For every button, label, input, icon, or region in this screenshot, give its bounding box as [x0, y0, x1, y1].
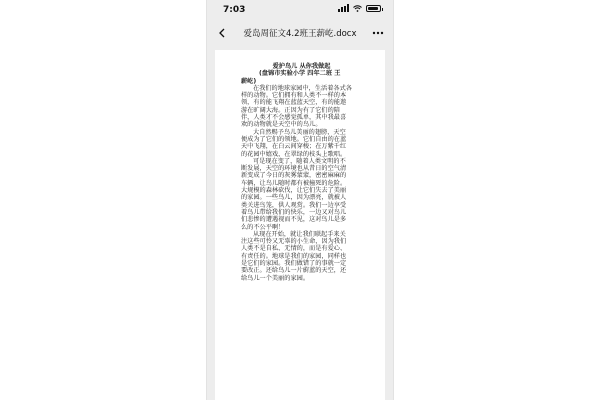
paragraph-line: 伴，人类才不会感觉孤单，其中我最喜	[241, 114, 347, 122]
document-title: 爱护鸟儿 从你我做起	[272, 63, 331, 70]
battery-icon	[366, 5, 381, 12]
paragraph-line: 车辆，让鸟儿随时都有被撞死的危险。	[241, 179, 347, 187]
paragraph-line: 着鸟儿带给我们的快乐，一边又对鸟儿	[241, 208, 347, 216]
status-bar	[207, 0, 393, 18]
paragraph-line: 游在旷阔大海。正因为有了它们的陪	[241, 106, 340, 114]
phone-screen	[207, 0, 393, 400]
status-time: 7:03	[223, 5, 246, 15]
subtitle-line: (盘锦市实验小学 四年二班 王	[259, 70, 341, 78]
paragraph-line: 类关进鸟笼，供人观赏。我们一边享受	[241, 201, 347, 209]
paragraph-line: 们悲惨的遭遇视而不见，这对鸟儿是多	[241, 216, 347, 224]
nav-bar	[207, 18, 393, 48]
paragraph-line: 么的不公平啊！	[241, 223, 285, 231]
paragraph	[241, 231, 362, 282]
paragraph-line: 的家园。一些鸟儿，因为漂亮，就被人	[241, 194, 347, 202]
paragraph-line: 便成为了它们的领地。它们自由的在蓝	[241, 135, 347, 143]
signal-icon	[338, 4, 349, 12]
paragraph-line: 是它们的家园。我们做错了的事就一定	[241, 260, 347, 268]
paragraph-line: 欢的动物就是天空中的鸟儿。	[241, 121, 322, 129]
subtitle-line: 薪屹)	[241, 77, 257, 85]
paragraph	[241, 85, 362, 129]
document-content	[241, 63, 362, 282]
paragraph-line: 给鸟儿一个美丽的家园。	[241, 274, 310, 282]
paragraph-line: 样的动物。它们拥有和人类不一样的本	[241, 92, 347, 100]
paragraph-line: 人类不是自私、无情的，而是有爱心、	[241, 245, 347, 253]
paragraph-line: 可是现在变了，随着人类文明的不	[253, 157, 346, 165]
wifi-icon	[353, 5, 362, 12]
back-button[interactable]	[213, 24, 231, 42]
document-subtitle	[241, 70, 362, 85]
paragraph-line: 有责任的。地球是我们的家园，同样也	[241, 252, 347, 260]
paragraph-line: 领，有的能飞翔在蓝蓝天空，有的能遨	[241, 99, 347, 107]
more-button[interactable]	[369, 24, 387, 42]
document-page[interactable]	[215, 50, 385, 400]
paragraph-line: 断发展，天空的环境也从昔日的空气清	[241, 165, 347, 173]
document-body	[241, 85, 362, 282]
paragraph-line: 天中飞翔，在白云间穿梭；在万紫千红	[241, 143, 347, 151]
nav-title: 爱岛周征文4.2班王薪屹.docx	[243, 29, 357, 39]
paragraph-line: 大规模的森林砍伐，让它们失去了美丽	[241, 187, 347, 195]
paragraph	[241, 129, 362, 158]
more-dots-icon	[372, 31, 384, 35]
paragraph-line: 从现在开始，就让我们联起手来关	[253, 230, 346, 238]
chevron-left-icon	[218, 28, 226, 38]
paragraph-line: 注这些可怜又无辜的小生命，因为我们	[241, 238, 347, 246]
paragraph-line: 要改正。还给鸟儿一片蔚蓝的天空，还	[241, 267, 347, 275]
status-icons	[338, 4, 381, 12]
paragraph	[241, 158, 362, 231]
paragraph-line: 大自然赐予鸟儿美丽的翅膀，天空	[253, 128, 346, 136]
paragraph-line: 在我们的地球家园中，生活着各式各	[253, 84, 352, 92]
paragraph-line: 新变成了今日的灰雾蒙蒙，密密麻麻的	[241, 172, 347, 180]
paragraph-line: 的花园中嬉戏，在翠绿的枝头上歌唱。	[241, 150, 347, 158]
